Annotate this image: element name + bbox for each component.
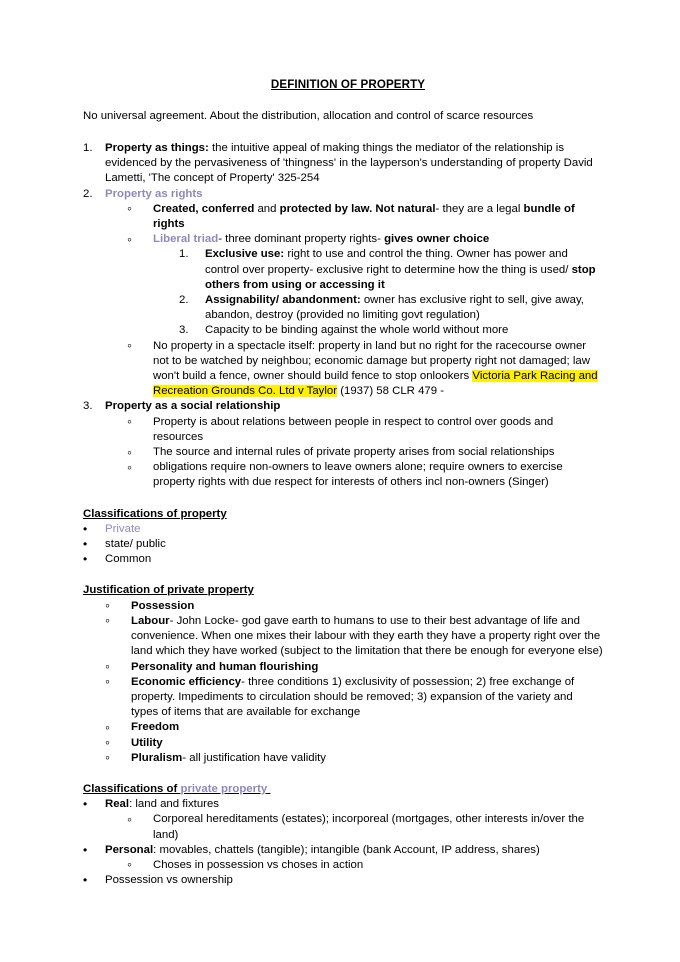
disc-bullet-icon — [83, 873, 105, 889]
real-text: : land and fixtures — [129, 798, 219, 811]
item3-sublist — [127, 415, 603, 491]
spectacle-text: No property in a spectacle itself: property in land but no right for the racecourse owner not to be watched by neighbou; economic damage but property right not damaged; law won't build a fence, owner should build fence to stop onlookers — [153, 339, 590, 383]
justification-label: Freedom — [131, 721, 180, 734]
bold-stop-others: stop others from using or accessing it — [205, 263, 596, 291]
social-point-relations — [127, 415, 603, 445]
page-title: DEFINITION OF PROPERTY — [270, 78, 426, 91]
exclusive-use-text: right to use and control the thing. Owner has power and control over property- exclusive right to determine how the thing is used/ — [205, 248, 572, 276]
justification-item-labour — [105, 614, 603, 660]
case-citation-reference: (1937) 58 CLR 479 - — [337, 385, 445, 398]
social-point-source — [127, 445, 603, 460]
triad-item-assignability — [179, 293, 603, 323]
justification-label: Pluralism — [131, 751, 183, 764]
assignability-text: owner has exclusive right to sell, give away, abandon, destroy (provided no limiting govt regulation) — [205, 294, 584, 322]
heading-trailing-space — [267, 783, 270, 795]
outline-item-1 — [83, 141, 603, 187]
bold-protected: protected by law. Not natural — [279, 202, 436, 215]
classification-label: Private — [105, 522, 141, 535]
private-class-item-personal — [83, 843, 603, 873]
private-property-classification-list — [83, 797, 603, 888]
justification-label: Possession — [131, 599, 195, 612]
possession-vs-ownership-text: Possession vs ownership — [105, 874, 233, 887]
sub-item-liberal-triad — [127, 232, 603, 338]
justification-heading: Justification of private property — [83, 584, 254, 597]
classifications-of-private-property-heading — [83, 782, 603, 797]
main-outline-list — [83, 141, 603, 491]
circle-bullet-icon — [127, 460, 149, 477]
disc-bullet-icon — [83, 843, 105, 859]
text-and: and — [254, 202, 280, 215]
heading-part-black: Classifications of — [83, 782, 181, 795]
real-sub-item — [127, 812, 603, 842]
list-number: 2. — [83, 187, 93, 200]
circle-bullet-icon — [127, 232, 149, 249]
intro-paragraph: No universal agreement. About the distribution, allocation and control of scarce resources — [83, 110, 534, 122]
social-point-text: Property is about relations between people in respect to control over goods and resources — [153, 415, 554, 443]
list-number: 3. — [179, 324, 189, 337]
disc-bullet-icon — [83, 522, 105, 538]
justification-item-possession — [105, 599, 603, 614]
circle-bullet-icon — [105, 751, 127, 768]
triad-item-capacity — [179, 323, 603, 338]
private-class-item-real — [83, 797, 603, 843]
bold-created: Created, conferred — [153, 202, 255, 215]
item2-sublist — [127, 202, 603, 400]
liberal-triad-text: - three dominant property rights- — [218, 233, 385, 246]
real-sub-text: Corporeal hereditaments (estates); incorporeal (mortgages, other interests in/over the land) — [153, 813, 585, 841]
bold-assignability: Assignability/ abandonment: — [205, 294, 361, 307]
bold-bundle-of-rights: bundle of rights — [153, 202, 575, 231]
text-legal: - they are a legal — [435, 202, 524, 215]
item1-lead: Property as things: — [105, 142, 209, 154]
justification-label: Economic efficiency — [131, 675, 242, 688]
list-number: 1. — [83, 142, 93, 154]
personal-label: Personal — [105, 843, 154, 856]
capacity-text: Capacity to be binding against the whole world without more — [205, 324, 509, 337]
sub-item-no-property-in-spectacle — [127, 339, 603, 400]
real-label: Real — [105, 798, 130, 811]
bold-gives-owner-choice: gives owner choice — [384, 233, 490, 246]
circle-bullet-icon — [127, 202, 149, 219]
justification-text: - all justification have validity — [182, 751, 326, 764]
list-number: 3. — [83, 400, 93, 413]
triad-item-exclusive-use — [179, 247, 603, 293]
outline-item-2 — [83, 187, 603, 400]
classification-item-private — [83, 522, 603, 537]
personal-text: : movables, chattels (tangible); intangible (bank Account, IP address, shares) — [153, 843, 540, 856]
justification-item-pluralism — [105, 751, 603, 766]
disc-bullet-icon — [83, 552, 105, 568]
heading-part-purple: private property — [180, 782, 268, 795]
justification-item-economic-efficiency — [105, 675, 603, 721]
classification-label: Common — [105, 553, 152, 566]
list-number: 2. — [179, 294, 189, 307]
liberal-triad-numbered-list — [179, 247, 603, 338]
list-number: 1. — [179, 248, 189, 261]
personal-sub-text: Choses in possession vs choses in action — [153, 858, 364, 871]
outline-item-3 — [83, 399, 603, 490]
personal-sub-item — [127, 858, 603, 873]
circle-bullet-icon — [127, 415, 149, 432]
disc-bullet-icon — [83, 537, 105, 553]
real-sublist — [127, 812, 603, 842]
document-content — [83, 78, 603, 888]
circle-bullet-icon — [105, 675, 127, 692]
circle-bullet-icon — [105, 614, 127, 631]
classifications-of-property-heading: Classifications of property — [83, 507, 227, 520]
justification-item-freedom — [105, 720, 603, 735]
circle-bullet-icon — [127, 812, 149, 829]
social-point-text: obligations require non-owners to leave owners alone; require owners to exercise property rights with due respect for interests of others incl non-owners (Singer) — [153, 461, 563, 489]
circle-bullet-icon — [127, 339, 149, 356]
justification-text: - three conditions 1) exclusivity of possession; 2) free exchange of property. Impediments to circulation should be removed; 3) expansion of the variety and types of items that are available for exchange — [131, 675, 575, 719]
justification-label: Utility — [131, 736, 163, 749]
item2-heading: Property as rights — [105, 187, 203, 200]
item3-heading: Property as a social relationship — [105, 400, 281, 413]
justification-item-personality — [105, 660, 603, 675]
liberal-triad-label: Liberal triad — [153, 233, 219, 246]
case-citation-highlight: Victoria Park Racing and Recreation Grounds Co. Ltd v Taylor — [153, 370, 598, 398]
social-point-text: The source and internal rules of private property arises from social relationships — [153, 446, 555, 459]
classification-item-state-public — [83, 537, 603, 552]
sub-item-created-conferred — [127, 202, 603, 232]
personal-sublist — [127, 858, 603, 873]
classification-label: state/ public — [105, 538, 166, 551]
justification-list — [105, 599, 603, 766]
item1-body: the intuitive appeal of making things the mediator of the relationship is evidenced by the pervasiveness of 'thingness' in the layperson's understanding of property David Lametti, 'The concept of Property' 325-254 — [105, 142, 593, 185]
bold-exclusive-use: Exclusive use: — [205, 248, 285, 261]
classifications-of-property-list — [83, 522, 603, 568]
disc-bullet-icon — [83, 797, 105, 813]
classification-item-common — [83, 552, 603, 567]
justification-text: - John Locke- god gave earth to humans to use to their best advantage of life and convenience. When one mixes their labour with they earth they have a property right over the land which they have worked (subject to the limitation that there be enough for everyone else) — [131, 614, 603, 658]
justification-item-utility — [105, 736, 603, 751]
private-class-item-possession-vs-ownership — [83, 873, 603, 888]
justification-label: Labour — [131, 614, 170, 627]
social-point-obligations — [127, 460, 603, 490]
justification-label: Personality and human flourishing — [131, 660, 319, 673]
